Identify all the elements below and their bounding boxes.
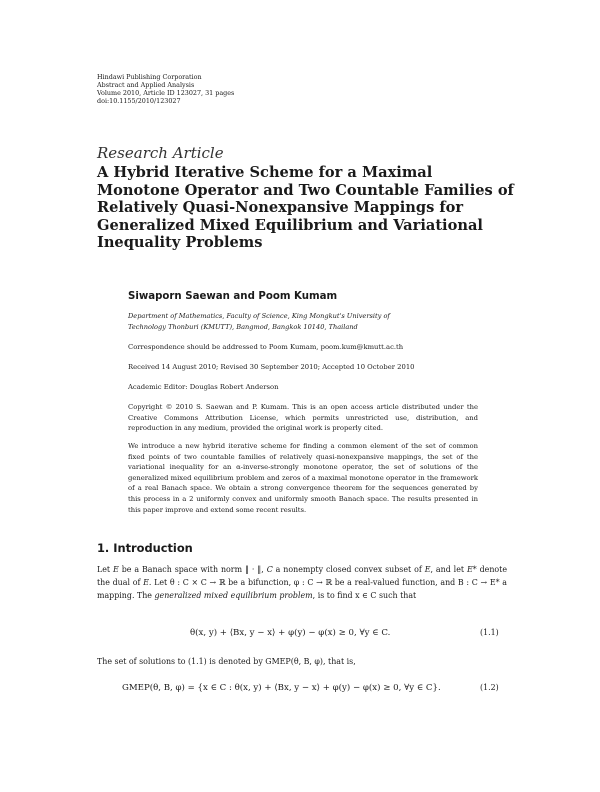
section-heading: 1. Introduction	[97, 541, 193, 555]
affiliation-line: Technology Thonburi (KMUTT), Bangmod, Bangkok 10140, Thailand	[128, 322, 358, 331]
text-run: Let	[97, 565, 114, 574]
academic-editor: Academic Editor: Douglas Robert Anderson	[128, 383, 279, 391]
title-line: Inequality Problems	[97, 234, 263, 252]
text-run: , is to find x ∈ C such that	[312, 591, 417, 601]
solutions-text: The set of solutions to (1.1) is denoted by GMEP(θ, B, φ), that is,	[97, 657, 356, 666]
text-run: a nonempty closed convex subset of	[272, 565, 425, 574]
text-run: denote the dual of	[97, 565, 508, 588]
article-type: Research Article	[97, 144, 224, 162]
doi-line[interactable]: doi:10.1155/2010/123027	[97, 97, 181, 105]
text-run: be a Banach space with norm ‖ · ‖,	[118, 565, 267, 574]
volume-line: Volume 2010, Article ID 123027, 31 pages	[97, 89, 235, 97]
text-run: . Let θ : C × C → ℝ be a bifunction, φ : C → ℝ be a real-valued function, and B : C → E* a mapping. The	[97, 578, 507, 601]
publisher-line: Hindawi Publishing Corporation	[97, 73, 202, 81]
text-run: , and let	[430, 565, 467, 574]
math-var: E	[143, 578, 149, 588]
equation-number: (1.2)	[480, 683, 499, 692]
authors: Siwaporn Saewan and Poom Kumam	[128, 291, 338, 302]
copyright: Copyright © 2010 S. Saewan and P. Kumam. This is an open access article distributed under the Creative Commons Attribution License, which permits unrestricted use, distribution, and reproduction in any medium, provided the original work is properly cited.	[128, 403, 478, 433]
title-line: Monotone Operator and Two Countable Families of	[97, 181, 514, 199]
math-var: E	[113, 565, 119, 574]
title-line: Relatively Quasi-Nonexpansive Mappings for	[97, 199, 464, 217]
dates: Received 14 August 2010; Revised 30 September 2010; Accepted 10 October 2010	[128, 363, 415, 371]
journal-line: Abstract and Applied Analysis	[97, 81, 195, 89]
affiliation-line: Department of Mathematics, Faculty of Science, King Mongkut's University of	[128, 312, 390, 320]
article-title	[97, 164, 517, 252]
intro-paragraph	[97, 563, 507, 603]
title-line: Generalized Mixed Equilibrium and Variational	[97, 216, 483, 234]
equation-number: (1.1)	[480, 628, 499, 637]
abstract: We introduce a new hybrid iterative scheme for finding a common element of the set of common fixed points of two countable families of relatively quasi-nonexpansive mappings, the set of the variational inequality for an α-inverse-strongly monotone operator, the set of solutions of the generalized mixed equilibrium problem and zeros of a maximal monotone operator in the framework of a real Banach space. We obtain a strong convergence theorem for the sequences generated by this process in a 2 uniformly convex and uniformly smooth Banach space. The results presented in this paper improve and extend some recent results.	[128, 442, 478, 514]
correspondence: Correspondence should be addressed to Poom Kumam, poom.kum@kmutt.ac.th	[128, 343, 404, 351]
equation-1-1: θ(x, y) + ⟨Bx, y − x⟩ + φ(y) − φ(x) ≥ 0, ∀y ∈ C.	[190, 628, 391, 638]
emphasis-text: generalized mixed equilibrium problem	[154, 591, 313, 601]
affiliation	[128, 311, 458, 332]
math-var: E*	[466, 565, 477, 574]
title-line: A Hybrid Iterative Scheme for a Maximal	[97, 164, 433, 181]
equation-1-2: GMEP(θ, B, φ) = {x ∈ C : θ(x, y) + ⟨Bx, y − x⟩ + φ(y) − φ(x) ≥ 0, ∀y ∈ C}.	[122, 683, 441, 693]
math-var: E	[424, 565, 431, 574]
math-var: C	[266, 565, 273, 574]
